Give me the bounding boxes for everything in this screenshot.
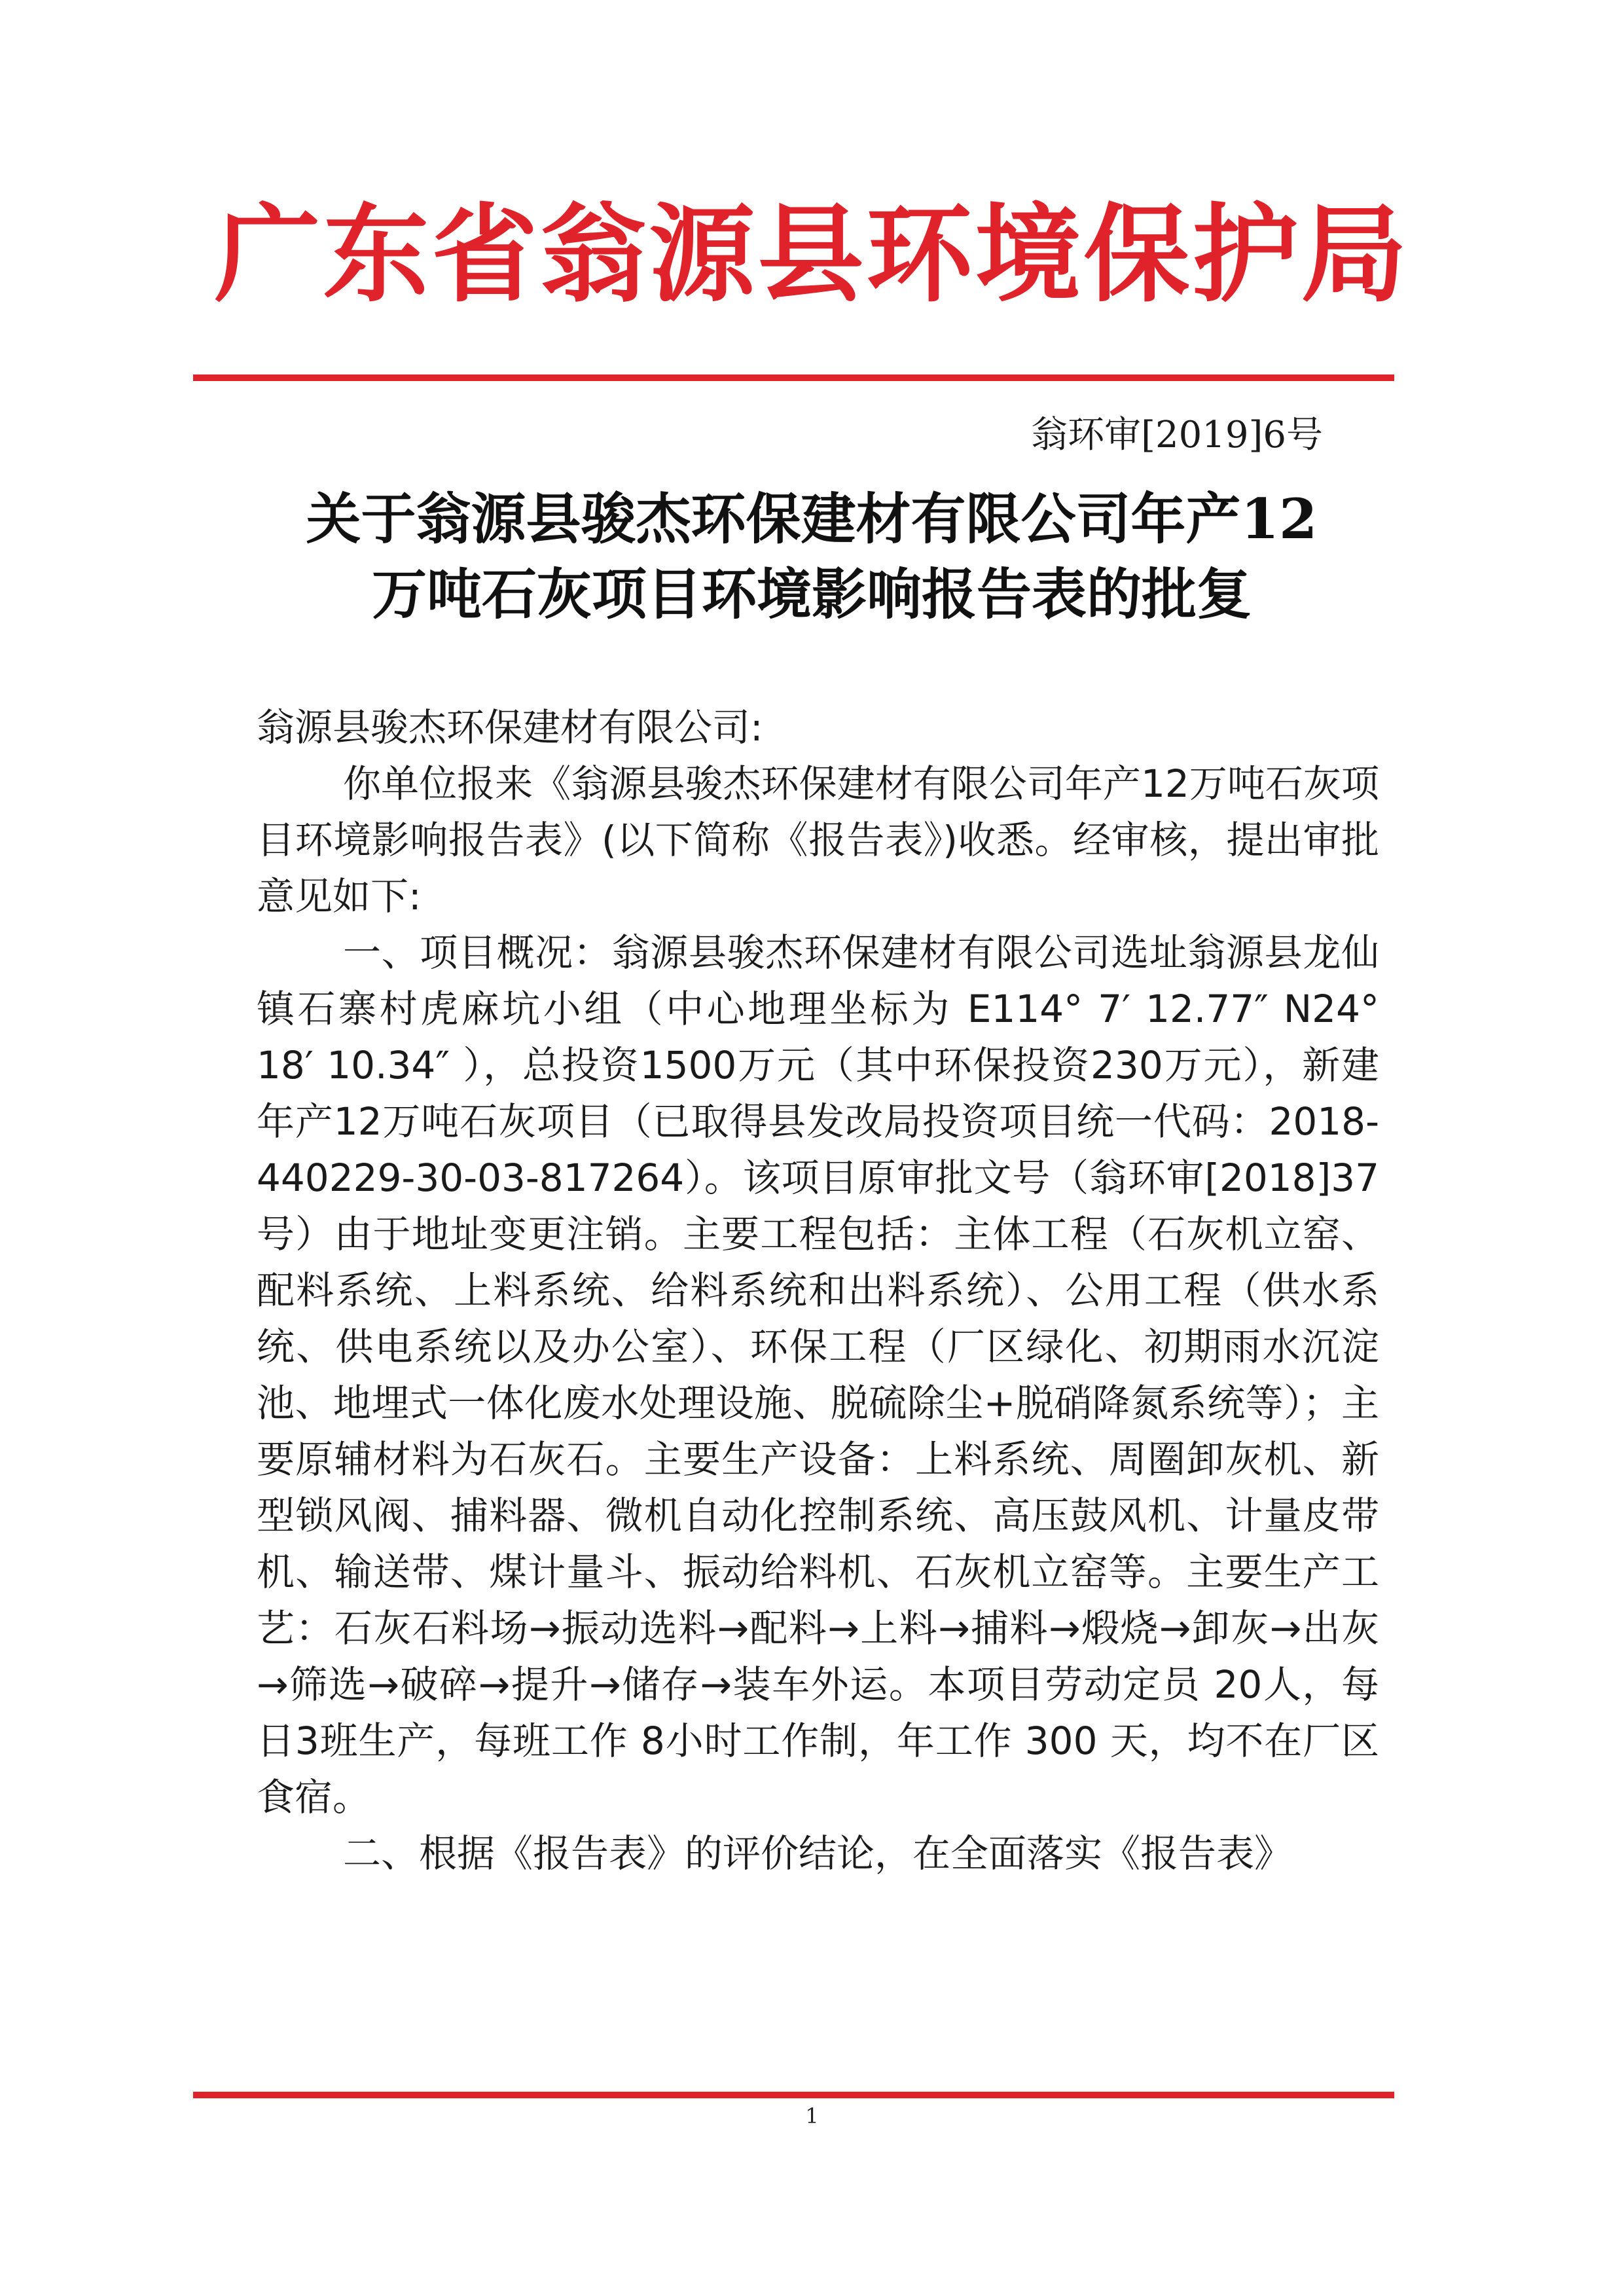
- paragraph-project-overview: 一、项目概况：翁源县骏杰环保建材有限公司选址翁源县龙仙镇石寨村虎麻坑小组（中心地理坐标为 E114° 7′ 12.77″ N24° 18′ 10.34″ ），总投资1500万元（其中环保投资230万元），新建年产12万吨石灰项目（已取得县发改局投资项目统一代码：2018-440229-30-03-817264）。该项目原审批文号（翁环审[2018]37号）由于地址变更注销。主要工程包括：主体工程（石灰机立窑、配料系统、上料系统、给料系统和出料系统）、公用工程（供水系统、供电系统以及办公室）、环保工程（厂区绿化、初期雨水沉淀池、地埋式一体化废水处理设施、脱硫除尘+脱硝降氮系统等）；主要原辅材料为石灰石。主要生产设备：上料系统、周圈卸灰机、新型锁风阀、捕料器、微机自动化控制系统、高压鼓风机、计量皮带机、输送带、煤计量斗、振动给料机、石灰机立窑等。主要生产工艺：石灰石料场→振动选料→配料→上料→捕料→煅烧→卸灰→出灰→筛选→破碎→提升→储存→装车外运。本项目劳动定员 20人，每日3班生产，每班工作 8小时工作制，年工作 300 天，均不在厂区食宿。: [257, 930, 1379, 1819]
- page-number: 1: [805, 2104, 819, 2128]
- top-red-rule: [193, 374, 1394, 381]
- salutation: 翁源县骏杰环保建材有限公司:: [257, 705, 763, 750]
- document-number: 翁环审[2019]6号: [1031, 414, 1323, 456]
- letterhead-title: 广东省翁源县环境保护局: [214, 194, 1410, 317]
- paragraph-section-two: 二、根据《报告表》的评价结论，在全面落实《报告表》: [343, 1831, 1293, 1876]
- document-title: [196, 481, 1427, 632]
- bottom-red-rule: [193, 2092, 1394, 2098]
- title-line-2: 万吨石灰项目环境影响报告表的批复: [371, 562, 1252, 627]
- title-line-1: 关于翁源县骏杰环保建材有限公司年产12: [306, 486, 1318, 551]
- paragraph-intro: 你单位报来《翁源县骏杰环保建材有限公司年产12万吨石灰项目环境影响报告表》(以下简称《报告表》)收悉。经审核，提出审批意见如下:: [257, 761, 1379, 919]
- document-body: [257, 699, 1379, 1882]
